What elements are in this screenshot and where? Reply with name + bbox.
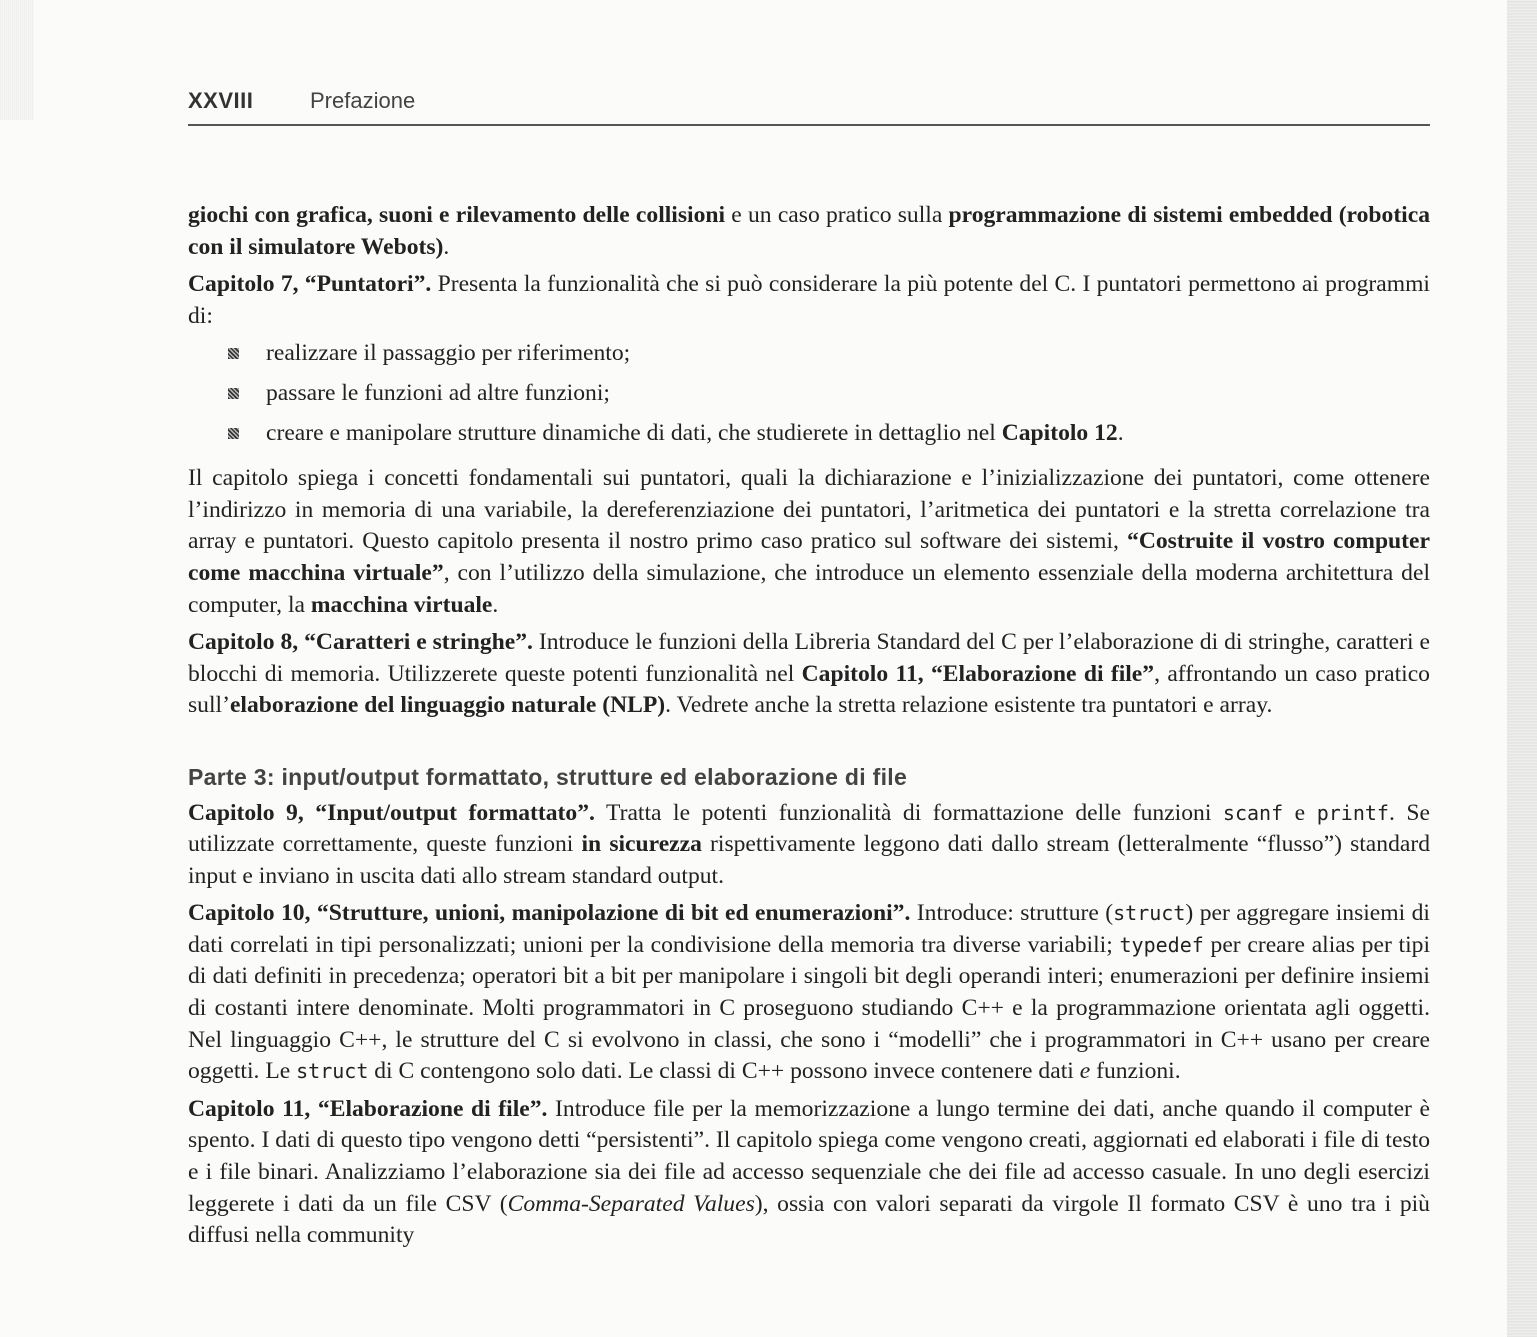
bold-phrase: “Costruite il vostro computer come macchina virtuale” — [188, 528, 1430, 586]
code-token: typedef — [1119, 932, 1204, 957]
text-run: Tratta le potenti funzionalità di formattazione delle funzioni — [594, 799, 1223, 826]
chapter-heading: Capitolo 8, “Caratteri e stringhe”. — [188, 629, 533, 656]
text-run: funzioni. — [1090, 1058, 1181, 1085]
paragraph-chapter-9 — [188, 798, 1430, 893]
text-run: Introduce le funzioni della Libreria Standard del C per l’elaborazione di di stringhe, caratteri e blocchi di memoria. Utilizzerete queste potenti funzionalità nel — [188, 629, 1430, 687]
text-run: per creare alias per tipi di dati definiti in precedenza; operatori bit a bit per manipolare i singoli bit degli operandi interi; enumerazioni per definire insiemi di costanti intere denominate. Molti programmatori in C proseguono studiando C++ e la programmazione orientata agli oggetti. Nel linguaggio C++, le strutture del C si evolvono in classi, che sono i “modelli” che i programmatori in C++ usano per creare oggetti. Le — [188, 931, 1430, 1085]
paragraph-intro — [188, 200, 1430, 263]
bold-phrase: giochi con grafica, suoni e rilevamento delle collisioni — [188, 202, 726, 228]
text-run: , affrontando un caso pratico sull’ — [188, 660, 1430, 719]
bold-phrase: in sicurezza — [581, 831, 702, 858]
running-header — [188, 84, 1430, 126]
chapter-heading: Capitolo 11, “Elaborazione di file”. — [188, 1095, 548, 1122]
bullet-icon — [228, 348, 239, 359]
scan-edge-left — [0, 0, 34, 120]
bold-phrase: Capitolo 11, “Elaborazione di file” — [801, 660, 1155, 687]
code-token: printf — [1316, 800, 1389, 825]
text-run: e — [1283, 799, 1317, 826]
text-run: di C contengono solo dati. Le classi di C++ possono invece contenere dati — [368, 1058, 1080, 1085]
italic-word: e — [1079, 1058, 1091, 1085]
paragraph-chapter-10 — [188, 898, 1430, 1088]
bold-phrase: programmazione di sistemi embedded (robotica con il simulatore Webots) — [188, 202, 1430, 260]
list-item — [188, 418, 1430, 450]
running-title: Prefazione — [310, 88, 416, 113]
text-run: Introduce file per la memorizzazione a lungo termine dei dati, anche quando il computer è spento. I dati di questo tipo vengono detti “persistenti”. Il capitolo spiega come vengono creati, aggiornati ed elaborati i file di testo e i file binari. Analizziamo l’elaborazione sia dei file ad accesso sequenziale che dei file ad accesso casuale. In uno degli esercizi leggerete i dati da un file CSV ( — [188, 1095, 1430, 1217]
code-token: struct — [1113, 901, 1186, 926]
list-item-text: realizzare il passaggio per riferimento; — [266, 340, 631, 367]
code-token: scanf — [1222, 800, 1284, 825]
text-run: Il capitolo spiega i concetti fondamentali sui puntatori, quali la dichiarazione e l’inizializzazione dei puntatori, come ottenere l’indirizzo in memoria di una variabile, la dereferenziazione dei puntatori, l’aritmetica dei puntatori e la stretta correlazione tra array e puntatori. Questo capitolo presenta il nostro primo caso pratico sul software dei sistemi, — [188, 465, 1430, 555]
paragraph-chapter-8 — [188, 627, 1430, 722]
text-run: e un caso pratico sulla — [725, 202, 949, 228]
bold-phrase: elaborazione del linguaggio naturale (NLP) — [229, 692, 666, 719]
bullet-icon — [228, 388, 239, 399]
text-run: . Se utilizzate correttamente, queste funzioni — [188, 799, 1430, 858]
paragraph-pointers — [188, 463, 1430, 621]
text-run: rispettivamente leggono dati dallo stream (letteralmente “flusso”) standard input e inviano in uscita dati allo stream standard output. — [188, 831, 1430, 889]
bold-phrase: Capitolo 12 — [1001, 419, 1118, 446]
text-run: ) per aggregare insiemi di dati correlati in tipi personalizzati; unioni per la condivisione della memoria tra diverse variabili; — [188, 900, 1430, 958]
page-number: XXVIII — [188, 88, 254, 113]
bold-phrase: macchina virtuale — [310, 591, 493, 618]
text-run: , con l’utilizzo della simulazione, che introduce un elemento essenziale della moderna architettura del computer, la — [188, 559, 1430, 618]
paragraph-chapter-11 — [188, 1094, 1430, 1252]
bullet-icon — [228, 428, 239, 439]
body-text — [188, 200, 1430, 1258]
text-run: . — [492, 591, 499, 618]
text-run: ), ossia con valori separati da virgole Il formato CSV è uno tra i più diffusi nella community — [188, 1190, 1430, 1249]
section-heading: Parte 3: input/output formattato, strutture ed elaborazione di file — [188, 763, 908, 790]
chapter-heading: Capitolo 10, “Strutture, unioni, manipolazione di bit ed enumerazioni”. — [188, 900, 911, 927]
text-run: . — [443, 233, 450, 260]
text-run: . — [1117, 419, 1124, 446]
text-run: Presenta la funzionalità che si può considerare la più potente del C. I puntatori permettono ai programmi di: — [188, 271, 1430, 329]
list-item — [188, 338, 1430, 370]
scan-edge-right — [1507, 0, 1537, 1337]
chapter-heading: Capitolo 7, “Puntatori”. — [188, 271, 432, 298]
code-token: struct — [296, 1059, 369, 1084]
list-item-text: passare le funzioni ad altre funzioni; — [266, 379, 610, 406]
chapter-heading: Capitolo 9, “Input/output formattato”. — [188, 799, 595, 826]
paragraph-chapter-7 — [188, 269, 1430, 332]
text-run: . Vedrete anche la stretta relazione esistente tra puntatori e array. — [665, 692, 1273, 719]
bullet-list — [188, 338, 1430, 449]
list-item-text: creare e manipolare strutture dinamiche di dati, che studierete in dettaglio nel — [266, 419, 1002, 446]
text-run: Introduce: strutture ( — [910, 900, 1114, 927]
italic-phrase: Comma-Separated Values — [507, 1190, 755, 1217]
list-item — [188, 378, 1430, 410]
